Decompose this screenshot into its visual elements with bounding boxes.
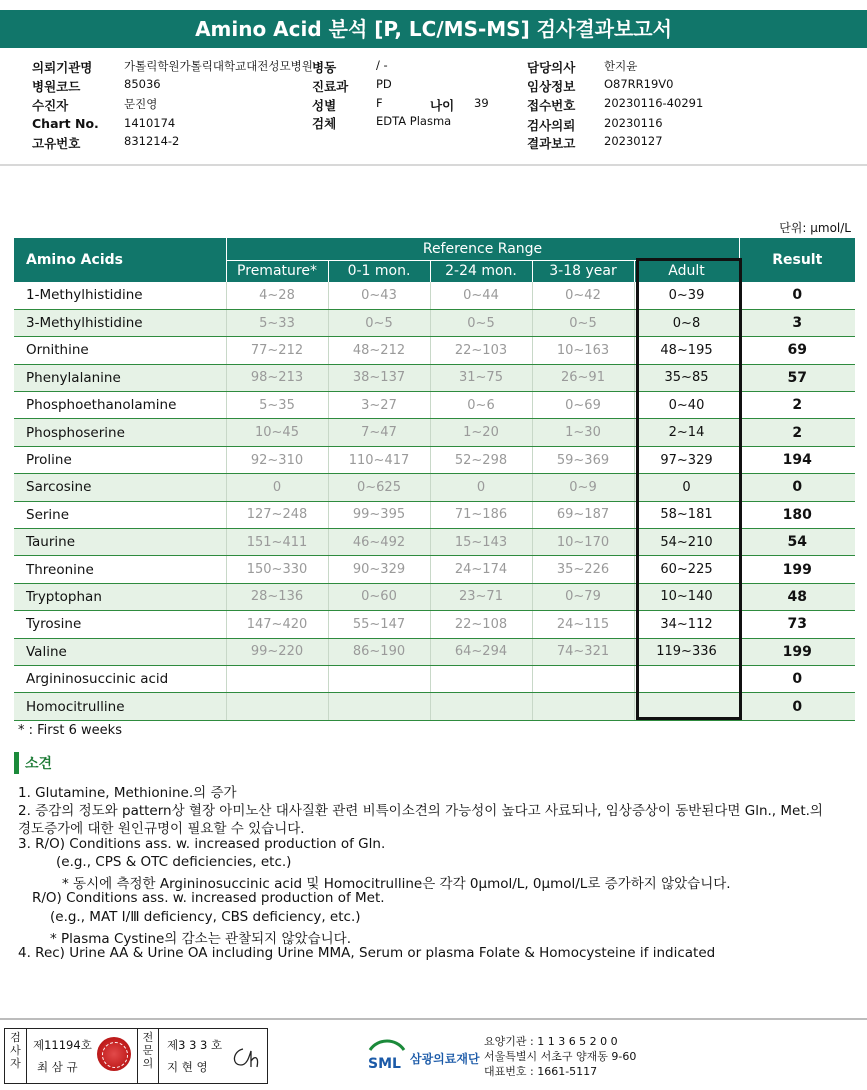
reference-range-cell: 5~33 <box>226 309 328 336</box>
reference-range-cell: 10~45 <box>226 419 328 446</box>
reference-range-cell: 0~69 <box>532 392 634 419</box>
reference-range-cell <box>532 693 634 720</box>
table-row <box>14 529 855 556</box>
examinee-value: 문진영 <box>124 97 158 111</box>
reference-range-cell: 151~411 <box>226 529 328 556</box>
findings-title: 소견 <box>25 756 53 772</box>
col-amino-acids: Amino Acids <box>14 238 226 282</box>
footnote: * : First 6 weeks <box>18 723 122 738</box>
reference-range-cell: 38~137 <box>328 364 430 391</box>
reference-range-cell <box>430 693 532 720</box>
examiner-name: 최 삼 규 <box>37 1060 78 1074</box>
reference-range-cell: 74~321 <box>532 638 634 665</box>
address-line: 서울특별시 서초구 양재동 9-60 <box>484 1050 637 1063</box>
divider <box>0 164 867 166</box>
report-value: 20230127 <box>604 134 663 148</box>
reference-range-cell: 64~294 <box>430 638 532 665</box>
amino-acid-name: Serine <box>14 501 226 528</box>
table-row <box>14 392 855 419</box>
result-cell: 54 <box>739 529 855 556</box>
finding-line: * Plasma Cystine의 감소는 관찰되지 않았습니다. <box>50 931 352 947</box>
reference-range-cell <box>328 665 430 692</box>
reference-range-cell <box>328 693 430 720</box>
table-row <box>14 419 855 446</box>
reference-range-cell: 28~136 <box>226 583 328 610</box>
reference-range-cell: 110~417 <box>328 446 430 473</box>
table-row <box>14 638 855 665</box>
col-adult: Adult <box>634 260 739 282</box>
table-row <box>14 583 855 610</box>
finding-line: * 동시에 측정한 Argininosuccinic acid 및 Homocitrulline은 각각 0μmol/L, 0μmol/L로 증가하지 않았습니다. <box>62 876 731 892</box>
reference-range-cell: 10~163 <box>532 337 634 364</box>
result-cell: 2 <box>739 392 855 419</box>
reference-range-cell: 0~5 <box>430 309 532 336</box>
col-2-24-mon: 2-24 mon. <box>430 260 532 282</box>
result-cell: 0 <box>739 665 855 692</box>
amino-acid-name: Phosphoserine <box>14 419 226 446</box>
adult-range-cell <box>634 665 739 692</box>
finding-line: 3. R/O) Conditions ass. w. increased production of Gln. <box>18 836 386 852</box>
reference-range-cell: 4~28 <box>226 282 328 309</box>
amino-acid-name: Phenylalanine <box>14 364 226 391</box>
reference-range-cell: 92~310 <box>226 446 328 473</box>
clinical-value: O87RR19V0 <box>604 77 674 91</box>
signature-box <box>4 1028 268 1084</box>
ward-value: / - <box>376 58 388 72</box>
reference-range-cell: 147~420 <box>226 611 328 638</box>
adult-range-cell: 0~8 <box>634 309 739 336</box>
unit-label: 단위: μmol/L <box>779 221 851 235</box>
logo-text: SML <box>368 1056 401 1072</box>
hospital-code-label: 병원코드 <box>32 79 81 94</box>
table-row <box>14 693 855 720</box>
reference-range-cell: 46~492 <box>328 529 430 556</box>
dept-label: 진료과 <box>312 79 349 94</box>
hospital-code-value: 85036 <box>124 77 161 91</box>
request-value: 20230116 <box>604 116 663 130</box>
specialist-name: 지 현 영 <box>167 1060 208 1074</box>
ward-label: 병동 <box>312 60 337 75</box>
amino-acid-name: Threonine <box>14 556 226 583</box>
reference-range-cell: 22~108 <box>430 611 532 638</box>
amino-acid-name: Sarcosine <box>14 474 226 501</box>
reference-range-cell: 90~329 <box>328 556 430 583</box>
result-cell: 0 <box>739 693 855 720</box>
specialist-label: 전문의 <box>137 1029 159 1083</box>
reference-range-cell: 1~30 <box>532 419 634 446</box>
reference-range-cell: 48~212 <box>328 337 430 364</box>
specimen-value: EDTA Plasma <box>376 114 452 128</box>
org-name: 삼광의료재단 <box>410 1052 480 1066</box>
reference-range-cell: 3~27 <box>328 392 430 419</box>
reference-range-cell: 1~20 <box>430 419 532 446</box>
reference-range-cell: 0~60 <box>328 583 430 610</box>
result-cell: 0 <box>739 282 855 309</box>
table-row <box>14 665 855 692</box>
chart-label: Chart No. <box>32 116 99 131</box>
chart-value: 1410174 <box>124 116 176 130</box>
result-cell: 3 <box>739 309 855 336</box>
finding-line: R/O) Conditions ass. w. increased production of Met. <box>32 890 385 906</box>
reference-range-cell <box>532 665 634 692</box>
result-cell: 199 <box>739 556 855 583</box>
result-cell: 0 <box>739 474 855 501</box>
reference-range-cell: 0~44 <box>430 282 532 309</box>
amino-acid-table <box>14 238 855 721</box>
reference-range-cell: 31~75 <box>430 364 532 391</box>
result-cell: 199 <box>739 638 855 665</box>
reference-range-cell: 0~9 <box>532 474 634 501</box>
amino-acid-name: Valine <box>14 638 226 665</box>
receipt-label: 접수번호 <box>527 98 576 113</box>
specimen-label: 검체 <box>312 116 337 131</box>
examiner-number: 제11194호 <box>33 1038 92 1052</box>
table-row <box>14 611 855 638</box>
adult-range-cell: 54~210 <box>634 529 739 556</box>
amino-acid-name: Phosphoethanolamine <box>14 392 226 419</box>
reference-range-cell <box>226 665 328 692</box>
reference-range-cell: 24~174 <box>430 556 532 583</box>
reference-range-cell: 127~248 <box>226 501 328 528</box>
amino-acid-name: Tyrosine <box>14 611 226 638</box>
reference-range-cell: 0~42 <box>532 282 634 309</box>
unique-value: 831214-2 <box>124 134 180 148</box>
reference-range-cell: 52~298 <box>430 446 532 473</box>
finding-line: 4. Rec) Urine AA & Urine OA including Urine MMA, Serum or plasma Folate & Homocysteine if indicated <box>18 945 716 961</box>
sex-value: F <box>376 96 383 110</box>
patient-info <box>0 54 867 164</box>
result-cell: 180 <box>739 501 855 528</box>
institution-label: 의뢰기관명 <box>32 60 93 75</box>
table-row <box>14 337 855 364</box>
age-value: 39 <box>474 96 489 110</box>
examinee-label: 수진자 <box>32 98 69 113</box>
sml-logo-icon <box>366 1036 408 1076</box>
finding-line: 2. 증감의 정도와 pattern상 혈장 아미노산 대사질환 관련 비특이소견의 가능성이 높다고 사료되나, 임상증상이 동반된다면 Gln., Met.의 <box>18 803 823 819</box>
reference-range-cell: 86~190 <box>328 638 430 665</box>
adult-range-cell: 35~85 <box>634 364 739 391</box>
reference-range-cell: 150~330 <box>226 556 328 583</box>
result-cell: 194 <box>739 446 855 473</box>
reference-range-cell: 5~35 <box>226 392 328 419</box>
report-title: Amino Acid 분석 [P, LC/MS-MS] 검사결과보고서 <box>0 10 867 48</box>
reference-range-cell: 15~143 <box>430 529 532 556</box>
adult-range-cell: 2~14 <box>634 419 739 446</box>
table-row <box>14 282 855 309</box>
adult-range-cell: 60~225 <box>634 556 739 583</box>
reference-range-cell: 99~395 <box>328 501 430 528</box>
signature-icon <box>227 1043 263 1071</box>
reference-range-cell: 35~226 <box>532 556 634 583</box>
institution-value: 가톨릭학원가톨릭대학교대전성모병원 <box>124 59 313 73</box>
examiner-label: 검사자 <box>5 1029 27 1083</box>
reference-range-cell: 24~115 <box>532 611 634 638</box>
adult-range-cell: 48~195 <box>634 337 739 364</box>
reference-range-cell: 0~6 <box>430 392 532 419</box>
result-cell: 69 <box>739 337 855 364</box>
adult-range-cell: 0~39 <box>634 282 739 309</box>
sex-label: 성별 <box>312 98 337 113</box>
reference-range-cell: 0~625 <box>328 474 430 501</box>
col-0-1-mon: 0-1 mon. <box>328 260 430 282</box>
table-row <box>14 556 855 583</box>
reference-range-cell: 10~170 <box>532 529 634 556</box>
table-row <box>14 446 855 473</box>
finding-line: 경도증가에 대한 원인규명이 필요할 수 있습니다. <box>18 821 305 837</box>
reference-range-cell: 69~187 <box>532 501 634 528</box>
reference-range-cell: 0 <box>430 474 532 501</box>
col-result: Result <box>739 238 855 282</box>
section-marker <box>14 752 19 774</box>
finding-line: (e.g., CPS & OTC deficiencies, etc.) <box>56 854 292 870</box>
care-institution-code: 요양기관 : 1 1 3 6 5 2 0 0 <box>484 1035 618 1048</box>
reference-range-cell: 7~47 <box>328 419 430 446</box>
org-address <box>484 1034 636 1079</box>
reference-range-cell: 55~147 <box>328 611 430 638</box>
finding-line: 1. Glutamine, Methionine.의 증가 <box>18 785 237 801</box>
clinical-label: 임상정보 <box>527 79 576 94</box>
table-row <box>14 309 855 336</box>
adult-range-cell: 34~112 <box>634 611 739 638</box>
result-cell: 48 <box>739 583 855 610</box>
adult-range-cell: 0 <box>634 474 739 501</box>
result-cell: 57 <box>739 364 855 391</box>
amino-acid-name: Taurine <box>14 529 226 556</box>
adult-range-cell <box>634 693 739 720</box>
doctor-value: 한지윤 <box>604 59 638 73</box>
reference-range-cell: 0~43 <box>328 282 430 309</box>
reference-range-cell: 22~103 <box>430 337 532 364</box>
reference-range-cell: 0~5 <box>328 309 430 336</box>
table-row <box>14 364 855 391</box>
reference-range-cell: 26~91 <box>532 364 634 391</box>
col-premature: Premature* <box>226 260 328 282</box>
result-cell: 2 <box>739 419 855 446</box>
amino-acid-name: 1-Methylhistidine <box>14 282 226 309</box>
reference-range-cell: 0~5 <box>532 309 634 336</box>
report-footer <box>0 1018 867 1090</box>
specialist-number: 제3 3 3 호 <box>167 1038 223 1052</box>
adult-range-cell: 119~336 <box>634 638 739 665</box>
col-3-18-year: 3-18 year <box>532 260 634 282</box>
amino-acid-name: Tryptophan <box>14 583 226 610</box>
amino-acid-name: Homocitrulline <box>14 693 226 720</box>
amino-acid-name: 3-Methylhistidine <box>14 309 226 336</box>
adult-range-cell: 0~40 <box>634 392 739 419</box>
receipt-value: 20230116-40291 <box>604 96 704 110</box>
reference-range-cell <box>226 693 328 720</box>
adult-range-cell: 58~181 <box>634 501 739 528</box>
table-row <box>14 501 855 528</box>
age-label: 나이 <box>430 98 455 113</box>
result-cell: 73 <box>739 611 855 638</box>
reference-range-cell: 23~71 <box>430 583 532 610</box>
amino-acid-name: Ornithine <box>14 337 226 364</box>
amino-acid-name: Proline <box>14 446 226 473</box>
reference-range-cell: 77~212 <box>226 337 328 364</box>
reference-range-cell: 0~79 <box>532 583 634 610</box>
reference-range-cell <box>430 665 532 692</box>
reference-range-cell: 59~369 <box>532 446 634 473</box>
col-reference-range: Reference Range <box>226 238 739 260</box>
request-label: 검사의뢰 <box>527 118 576 133</box>
doctor-label: 담당의사 <box>527 60 576 75</box>
report-label: 결과보고 <box>527 136 576 151</box>
dept-value: PD <box>376 77 392 91</box>
adult-range-cell: 97~329 <box>634 446 739 473</box>
reference-range-cell: 99~220 <box>226 638 328 665</box>
amino-acid-name: Argininosuccinic acid <box>14 665 226 692</box>
phone-line: 대표번호 : 1661-5117 <box>484 1065 598 1078</box>
reference-range-cell: 71~186 <box>430 501 532 528</box>
finding-line: (e.g., MAT Ⅰ/Ⅲ deficiency, CBS deficiency, etc.) <box>50 909 361 925</box>
reference-range-cell: 98~213 <box>226 364 328 391</box>
unique-label: 고유번호 <box>32 136 81 151</box>
reference-range-cell: 0 <box>226 474 328 501</box>
examiner-seal-icon <box>97 1037 131 1071</box>
adult-range-cell: 10~140 <box>634 583 739 610</box>
table-row <box>14 474 855 501</box>
